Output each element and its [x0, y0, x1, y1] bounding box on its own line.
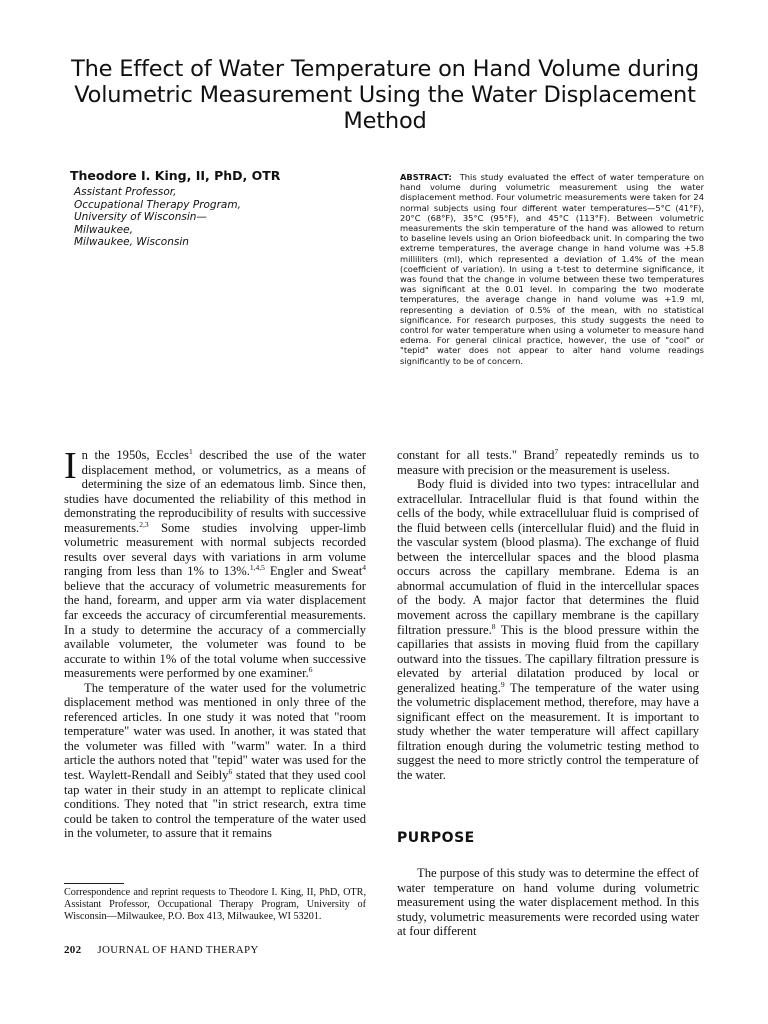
section-heading-purpose: PURPOSE	[397, 830, 475, 846]
body-column-right	[397, 448, 699, 783]
affiliation-line: Occupational Therapy Program,	[74, 198, 241, 211]
page-number: 202	[64, 944, 82, 956]
body-paragraph	[64, 681, 366, 841]
affiliation-line: Assistant Professor,	[74, 186, 177, 198]
body-paragraph: The purpose of this study was to determine the effect of water temperature on hand volume during volumetric measurement using the water displacement method. In this study, volumetric measurements were recorded using water at four different	[397, 866, 699, 939]
correspondence-footnote: Correspondence and reprint requests to Theodore I. King, II, PhD, OTR, Assistant Professor, Occupational Therapy Program, University of Wisconsin—Milwaukee, P.O. Box 413, Milwaukee, WI 53201.	[64, 887, 366, 922]
affiliation-line: Milwaukee,	[74, 223, 133, 236]
body-paragraph	[397, 477, 699, 782]
abstract	[400, 172, 704, 366]
body-text: Body fluid is divided into two types: intracellular and extracellular. Intracellular fluid is that found within the cells of the body, while extracelluluar fluid is comprised of the fluid between cells (intercellular fluid) and the fluid in the vascular system (blood plasma). The exchange of fluid between the intercellular spaces and the blood plasma occurs across the capillary membrane. Edema is an abnormal accumulation of fluid in the intercellular spaces of the body. A major factor that determines the fluid movement across the capillary membrane is the capillary filtration pressure.	[397, 477, 699, 637]
body-text: The temperature of the water using the volumetric displacement method, therefore, may have a significant effect on the measurement. It is important to study whether the water temperature will affect capillary filtration enough during the volumetric testing method to suggest the need to more strictly control the temperature of the water.	[397, 680, 699, 783]
reference-marker: 1	[188, 446, 193, 456]
body-text: The temperature of the water used for the volumetric displacement method was mentioned in only three of the referenced articles. In one study it was noted that "room temperature" water was used. In another, it was stated that the volumeter was filled with "warm" water. In a third article the authors noted that "tepid" water was used for the test. Waylett-Rendall and Seibly	[64, 680, 366, 783]
affiliation-line: University of Wisconsin—	[74, 211, 207, 223]
drop-cap: I	[64, 445, 77, 487]
reference-marker: 6	[228, 766, 233, 776]
author-name: Theodore I. King, II, PhD, OTR	[70, 168, 281, 183]
journal-name: JOURNAL OF HAND THERAPY	[97, 944, 259, 956]
body-text: stated that they used cool tap water in their study in an attempt to replicate clinical conditions. They noted that "in strict research, extra time could be taken to control the temperature of the water used in the volumeter, to assure that it remains	[64, 768, 366, 841]
abstract-text: This study evaluated the effect of water temperature on hand volume during volumetric measurement using the water displacement method. Four volumetric measurements were taken for 24 normal subjects using four different water temperatures—5°C (41°F), 20°C (68°F), 35°C (95°F), and 45°C (113°F). Between volumetric measurements the skin temperature of the hand was allowed to return to baseline levels using an Orion biofeedback unit. In comparing the two extreme temperatures, the average change in hand volume was +5.8 milliliters (ml), which represented a deviation of 1.4% of the mean (coefficient of variation). In using a t-test to determine significance, it was found that the change in volume between these two temperatures was significant at the 0.01 level. In comparing the two moderate temperatures, the average change in hand volume was +1.9 ml, representing a deviation of 0.5% of the mean, with no statistical significance. For research purposes, this study suggests the need to control for water temperature when using a volumeter to measure hand edema. For general clinical practice, however, the use of "cool" or "tepid" water does not appear to alter hand volume readings significantly to be of concern.	[400, 172, 704, 366]
body-text: believe that the accuracy of volumetric measurements for the hand, forearm, and upper arm via water displacement far exceeds the accuracy of circumferential measurements. In a study to determine the accuracy of a commercially available volumeter, the volumeter was found to be accurate to within 1% of the total volume when successive measurements were performed by one examiner.	[64, 578, 366, 681]
body-text: This is the blood pressure within the capillaries that assists in moving fluid from the capillary outward into the tissues. The capillary filtration pressure is elevated by arterial dilatation produced by local or generalized heating.	[397, 622, 699, 695]
body-column-right-purpose	[397, 866, 699, 939]
reference-marker: 9	[500, 679, 505, 689]
footnote-divider	[64, 883, 124, 884]
author-block	[70, 168, 330, 249]
reference-marker: 2,3	[139, 519, 149, 529]
reference-marker: 7	[554, 446, 559, 456]
body-text: Engler and Sweat	[264, 564, 363, 579]
reference-marker: 8	[491, 621, 496, 631]
body-text: constant for all tests." Brand	[397, 448, 555, 462]
body-text: Some studies involving upper-limb volumetric measurement with normal subjects recorded results over several days with variations in arm volume ranging from less than 1% to 13%.	[64, 520, 366, 579]
abstract-label: ABSTRACT:	[400, 172, 452, 182]
page-footer	[64, 944, 259, 956]
body-text: repeatedly reminds us to measure with precision or the measurement is useless.	[397, 448, 699, 477]
reference-marker: 4	[362, 563, 366, 573]
body-paragraph	[397, 448, 699, 477]
affiliation-line: Milwaukee, Wisconsin	[74, 236, 189, 248]
article-title: The Effect of Water Temperature on Hand Volume during Volumetric Measurement Using the Water Displacement Method	[71, 56, 699, 134]
body-text: n the 1950s, Eccles	[81, 448, 189, 462]
body-text: described the use of the water displacement method, or volumetrics, as a means of determining the size of an edematous limb. Since then, studies have documented the reliability of this method in demonstrating the reproducibility of results with successive measurements.	[64, 448, 366, 535]
reference-marker: 6	[308, 665, 313, 675]
body-paragraph	[64, 445, 366, 681]
reference-marker: 1,4,5	[249, 563, 265, 573]
body-column-left	[64, 445, 366, 841]
